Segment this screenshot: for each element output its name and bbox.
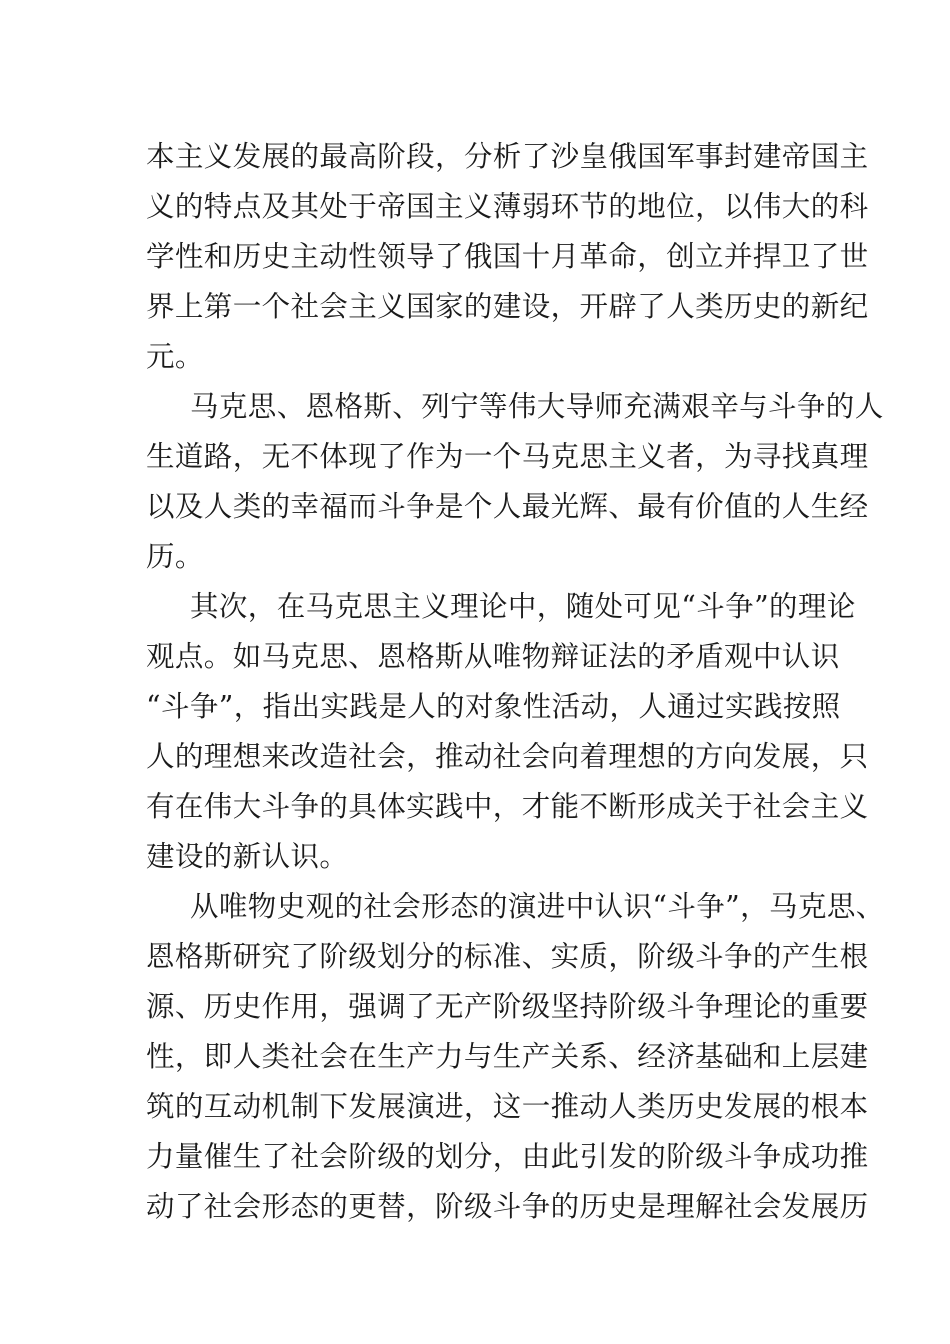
text-line: 生道路，无不体现了作为一个马克思主义者，为寻找真理 [146, 440, 869, 473]
text-line: 义的特点及其处于帝国主义薄弱环节的地位，以伟大的科 [146, 190, 869, 223]
text-line: 以及人类的幸福而斗争是个人最光辉、最有价值的人生经 [146, 490, 869, 523]
text-line: 动了社会形态的更替，阶级斗争的历史是理解社会发展历 [146, 1190, 869, 1223]
document-body [146, 132, 885, 1232]
text-line: 元。 [146, 340, 204, 373]
paragraph-start-line: 马克思、恩格斯、列宁等伟大导师充满艰辛与斗争的人 [190, 390, 884, 423]
text-line: 观点。如马克思、恩格斯从唯物辩证法的矛盾观中认识 [146, 640, 840, 673]
text-line: 本主义发展的最高阶段，分析了沙皇俄国军事封建帝国主 [146, 140, 869, 173]
text-line: 筑的互动机制下发展演进，这一推动人类历史发展的根本 [146, 1090, 869, 1123]
text-line: 界上第一个社会主义国家的建设，开辟了人类历史的新纪 [146, 290, 869, 323]
text-line: 有在伟大斗争的具体实践中，才能不断形成关于社会主义 [146, 790, 869, 823]
text-line: 力量催生了社会阶级的划分，由此引发的阶级斗争成功推 [146, 1140, 869, 1173]
text-line: 恩格斯研究了阶级划分的标准、实质，阶级斗争的产生根 [146, 940, 869, 973]
paragraph-start-line: 从唯物史观的社会形态的演进中认识“斗争”，马克思、 [190, 890, 885, 923]
text-line: “斗争”，指出实践是人的对象性活动，人通过实践按照 [146, 690, 841, 723]
text-line: 建设的新认识。 [146, 840, 349, 873]
text-line: 人的理想来改造社会，推动社会向着理想的方向发展，只 [146, 740, 869, 773]
text-line: 源、历史作用，强调了无产阶级坚持阶级斗争理论的重要 [146, 990, 869, 1023]
text-line: 学性和历史主动性领导了俄国十月革命，创立并捍卫了世 [146, 240, 869, 273]
paragraph-start-line: 其次，在马克思主义理论中，随处可见“斗争”的理论 [190, 590, 856, 623]
text-line: 历。 [146, 540, 204, 573]
text-line: 性，即人类社会在生产力与生产关系、经济基础和上层建 [146, 1040, 869, 1073]
